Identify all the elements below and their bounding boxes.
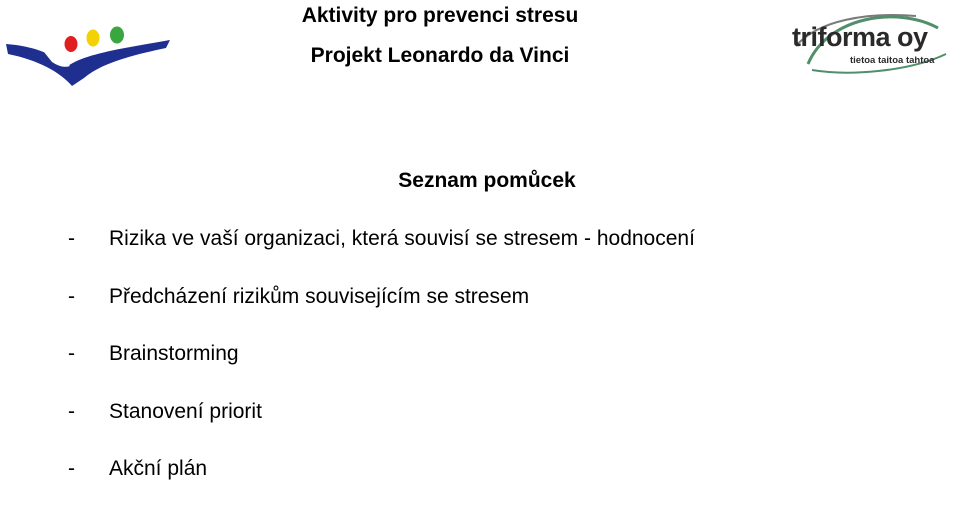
- list-bullet: -: [68, 342, 75, 365]
- header-subtitle: Projekt Leonardo da Vinci: [310, 44, 570, 67]
- header-title: Aktivity pro prevenci stresu: [301, 4, 579, 27]
- list-item-text: Předcházení rizikům souvisejícím se stresem: [109, 284, 530, 308]
- list-item-text: Brainstorming: [109, 342, 239, 365]
- triforma-tagline: tietoa taitoa tahtoa: [850, 55, 935, 66]
- section-title: Seznam pomůcek: [398, 169, 576, 192]
- list-item-text: Akční plán: [109, 457, 208, 480]
- list-bullet: -: [68, 284, 75, 308]
- list-bullet: -: [68, 457, 75, 480]
- triforma-logo: [788, 10, 958, 78]
- triforma-brand-name: triforma oy: [792, 22, 928, 52]
- list-bullet: -: [68, 227, 75, 250]
- list-item-text: Rizika ve vaší organizaci, která souvisí se stresem - hodnocení: [109, 227, 695, 250]
- list-bullet: -: [68, 399, 75, 423]
- list-item-text: Stanovení priorit: [109, 399, 262, 423]
